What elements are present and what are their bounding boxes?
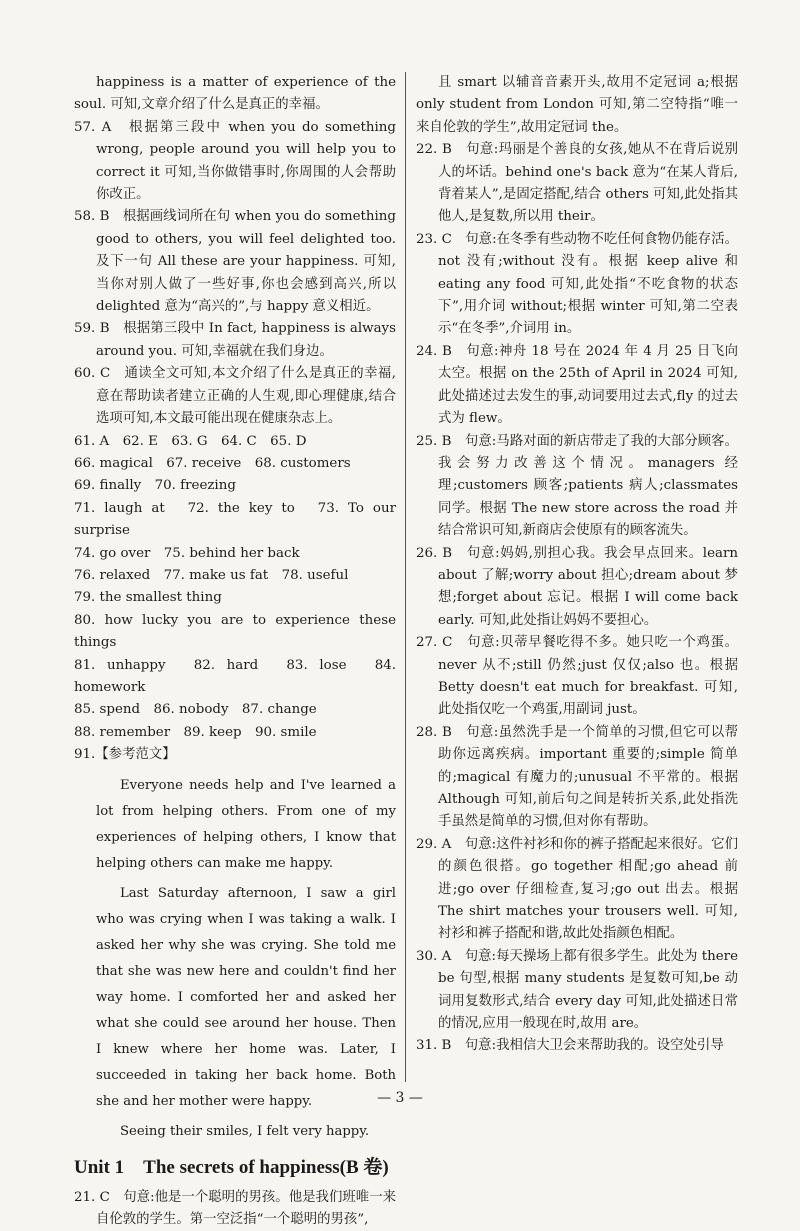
answer-item: 59. B 根据第三段中 In fact, happiness is always around you. 可知,幸福就在我们身边。	[74, 321, 396, 359]
answer-line: 74. go over 75. behind her back	[74, 545, 300, 561]
answer-line: 66. magical 67. receive 68. customers	[74, 455, 351, 471]
answer-line: 76. relaxed 77. make us fat 78. useful	[74, 567, 349, 583]
answer-item: 31. B 句意:我相信大卫会来帮助我的。设空处引导	[416, 1038, 724, 1054]
answer-line: 88. remember 89. keep 90. smile	[74, 724, 317, 740]
answer-item: 28. B 句意:虽然洗手是一个简单的习惯,但它可以帮助你远离疾病。important 重要的;simple 简单的;magical 有魔力的;unusual 不平常的。根据 Although 可知,前后句之间是转折关系,此处指洗手虽然是简单的习惯,但对你有帮助。	[416, 724, 738, 830]
answer-item: 25. B 句意:马路对面的新店带走了我的大部分顾客。我会努力改善这个情况。managers 经理;customers 顾客;patients 病人;classmates 同学。根据 The new store across the road 并结合常识可知,新商店会使原有的顾客流失。	[416, 433, 738, 539]
answer-item: 22. B 句意:玛丽是个善良的女孩,她从不在背后说别人的坏话。behind one's back 意为“在某人背后,背着某人”,是固定搭配,结合 others 可知,此处指其他人,是复数,所以用 their。	[416, 142, 738, 225]
essay-paragraph: Seeing their smiles, I felt very happy.	[120, 1123, 370, 1139]
answer-item: 29. A 句意:这件衬衫和你的裤子搭配起来很好。它们的颜色很搭。go together 相配;go ahead 前进;go over 仔细检查,复习;go out 出去。根据 The shirt matches your trousers well. 可知,衬衫和裤子搭配和谐,故此处指颜色相配。	[416, 836, 738, 942]
left-column	[74, 72, 396, 1231]
page-number: — 3 —	[377, 1090, 423, 1106]
answer-item: 26. B 句意:妈妈,别担心我。我会早点回来。learn about 了解;worry about 担心;dream about 梦想;forget about 忘记。根据 I will come back early. 可知,此处指让妈妈不要担心。	[416, 545, 738, 628]
answer-item: 24. B 句意:神舟 18 号在 2024 年 4 月 25 日飞向太空。根据 on the 25th of April in 2024 可知,此处描述过去发生的事,动词要用过去式,fly 的过去式为 flew。	[416, 343, 738, 427]
answer-line: 61. A 62. E 63. G 64. C 65. D	[74, 433, 307, 449]
answer-item: 30. A 句意:每天操场上都有很多学生。此处为 there be 句型,根据 many students 是复数可知,be 动词用复数形式,结合 every day 可知,此处描述日常的情况,应用一般现在时,故用 are。	[416, 948, 738, 1032]
answer-line: 71. laugh at 72. the key to 73. To our surprise	[74, 500, 396, 539]
answer-item: 21. C 句意:他是一个聪明的男孩。他是我们班唯一来自伦敦的学生。第一空泛指“一个聪明的男孩”,	[74, 1189, 396, 1227]
answer-line: 81. unhappy 82. hard 83. lose 84. homework	[74, 657, 396, 695]
essay-paragraph: Everyone needs help and I've learned a lot from helping others. From one of my experiences of helping others, I know that helping others can make me happy.	[96, 777, 396, 871]
column-divider	[405, 72, 406, 1082]
answer-item: 23. C 句意:在冬季有些动物不吃任何食物仍能存活。not 没有;without 没有。根据 keep alive 和 eating any food 可知,此处指“不吃食物的状态下”,用介词 without;根据 winter 可知,第二空表示“在冬季”,介词用 in。	[416, 231, 738, 337]
unit-title: Unit 1 The secrets of happiness(B 卷)	[74, 1156, 389, 1178]
answer-line: 85. spend 86. nobody 87. change	[74, 702, 317, 718]
right-column	[416, 72, 738, 1058]
answer-item: happiness is a matter of experience of the soul. 可知,文章介绍了什么是真正的幸福。	[74, 75, 396, 113]
answer-item: 57. A 根据第三段中 when you do something wrong, people around you will help you to correct it 可知,当你做错事时,你周围的人会帮助你改正。	[74, 119, 396, 203]
essay-paragraph: Last Saturday afternoon, I saw a girl who was crying when I was taking a walk. I asked her why she was crying. She told me that she was new here and couldn't find her way home. I comforted her and asked her what she could see around her house. Then I knew where her home was. Later, I succeeded in taking her back home. Both she and her mother were happy.	[96, 885, 396, 1109]
answer-item: 58. B 根据画线词所在句 when you do something good to others, you will feel delighted too. 及下一句 All these are your happiness. 可知,当你对别人做了一些好事,你也会感到高兴,所以 delighted 意为“高兴的”,与 happy 意义相近。	[74, 209, 396, 315]
answer-item: 27. C 句意:贝蒂早餐吃得不多。她只吃一个鸡蛋。never 从不;still 仍然;just 仅仅;also 也。根据 Betty doesn't eat much for breakfast. 可知,此处指仅吃一个鸡蛋,用副词 just。	[416, 635, 738, 718]
answer-item: 60. C 通读全文可知,本文介绍了什么是真正的幸福,意在帮助读者建立正确的人生观,即心理健康,结合选项可知,本文最可能出现在健康杂志上。	[74, 366, 396, 427]
answer-line: 80. how lucky you are to experience these things	[74, 612, 396, 651]
answer-line: 69. finally 70. freezing	[74, 478, 236, 494]
answer-item: 且 smart 以辅音音素开头,故用不定冠词 a;根据 only student from London 可知,第二空特指“唯一来自伦敦的学生”,故用定冠词 the。	[416, 75, 738, 135]
answer-line: 79. the smallest thing	[74, 590, 222, 606]
sample-essay-heading: 91.【参考范文】	[74, 747, 176, 763]
